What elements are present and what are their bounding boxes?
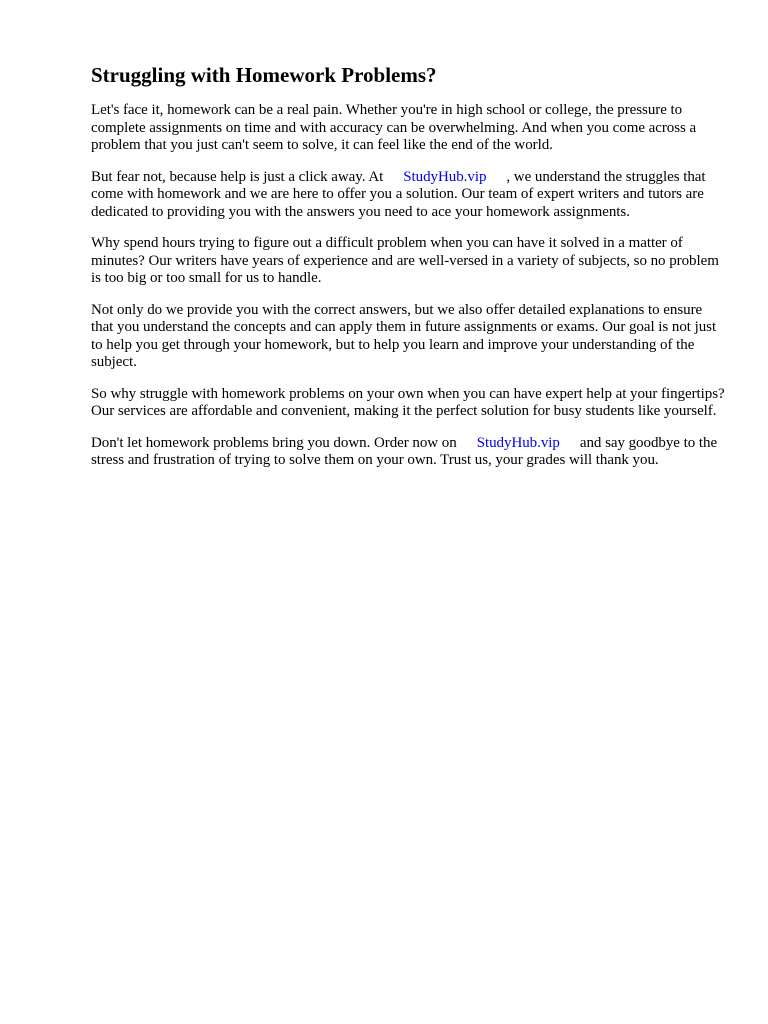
paragraph-explanations: Not only do we provide you with the correct answers, but we also offer detailed explanations to ensure that you understand the concepts and can apply them in future assignments or exams. Our goal is not just to help you get through your homework, but to help you learn and improve your understanding of the subject.	[91, 301, 717, 370]
studyhub-link[interactable]: StudyHub.vip	[403, 168, 487, 185]
paragraph-offer-text-end: , we understand the struggles that come with homework and we are here to offer you a solution. Our team of expert writers and tutors are dedicated to providing you with the answers you need to ace your homework assignments.	[91, 168, 706, 220]
paragraph-offer	[91, 169, 728, 222]
studyhub-order-link[interactable]: StudyHub.vip	[476, 434, 560, 451]
paragraph-cta-text-end: and say goodbye to the stress and frustration of trying to solve them on your own. Trust us, your grades will thank you.	[91, 434, 718, 468]
paragraph-cta-text-start: Don't let homework problems bring you down. Order now on	[91, 434, 457, 451]
paragraph-cta	[91, 435, 728, 470]
paragraph-affordable: So why struggle with homework problems on your own when you can have expert help at your fingertips? Our services are affordable and convenient, making it the perfect solution for busy students like yourself.	[91, 385, 725, 419]
paragraph-why: Why spend hours trying to figure out a difficult problem when you can have it solved in a matter of minutes? Our writers have years of experience and are well-versed in a variety of subjects, so no problem is too big or too small for us to handle.	[91, 235, 719, 286]
page-title: Struggling with Homework Problems?	[91, 63, 437, 87]
paragraph-intro: Let's face it, homework can be a real pain. Whether you're in high school or college, the pressure to complete assignments on time and with accuracy can be overwhelming. And when you come across a problem that you just can't seem to solve, it can feel like the end of the world.	[91, 102, 697, 153]
paragraph-offer-text-start: But fear not, because help is just a click away. At	[91, 168, 384, 185]
